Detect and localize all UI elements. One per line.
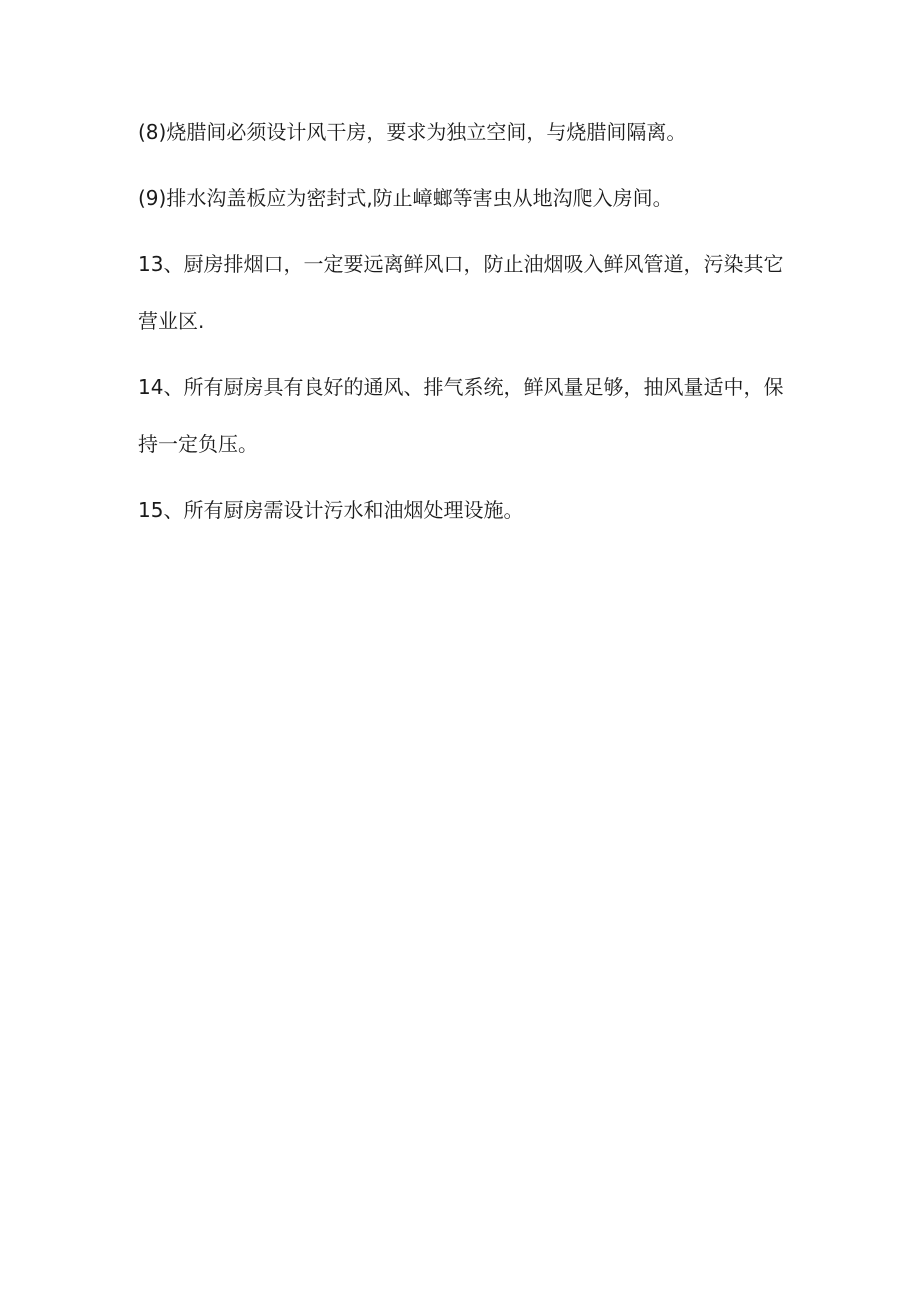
paragraph-item-14: 14、所有厨房具有良好的通风、排气系统，鲜风量足够，抽风量适中，保持一定负压。	[138, 375, 784, 456]
paragraph-item-9: (9)排水沟盖板应为密封式,防止嶂螂等害虫从地沟爬入房间。	[138, 186, 673, 210]
paragraph-item-13: 13、厨房排烟口，一定要远离鲜风口，防止油烟吸入鲜风管道，污染其它营业区.	[138, 252, 784, 333]
paragraph-item-8: (8)烧腊间必须设计风干房，要求为独立空间，与烧腊间隔离。	[138, 120, 687, 144]
paragraph-item-15: 15、所有厨房需设计污水和油烟处理设施。	[138, 498, 524, 522]
document-body	[138, 104, 788, 539]
